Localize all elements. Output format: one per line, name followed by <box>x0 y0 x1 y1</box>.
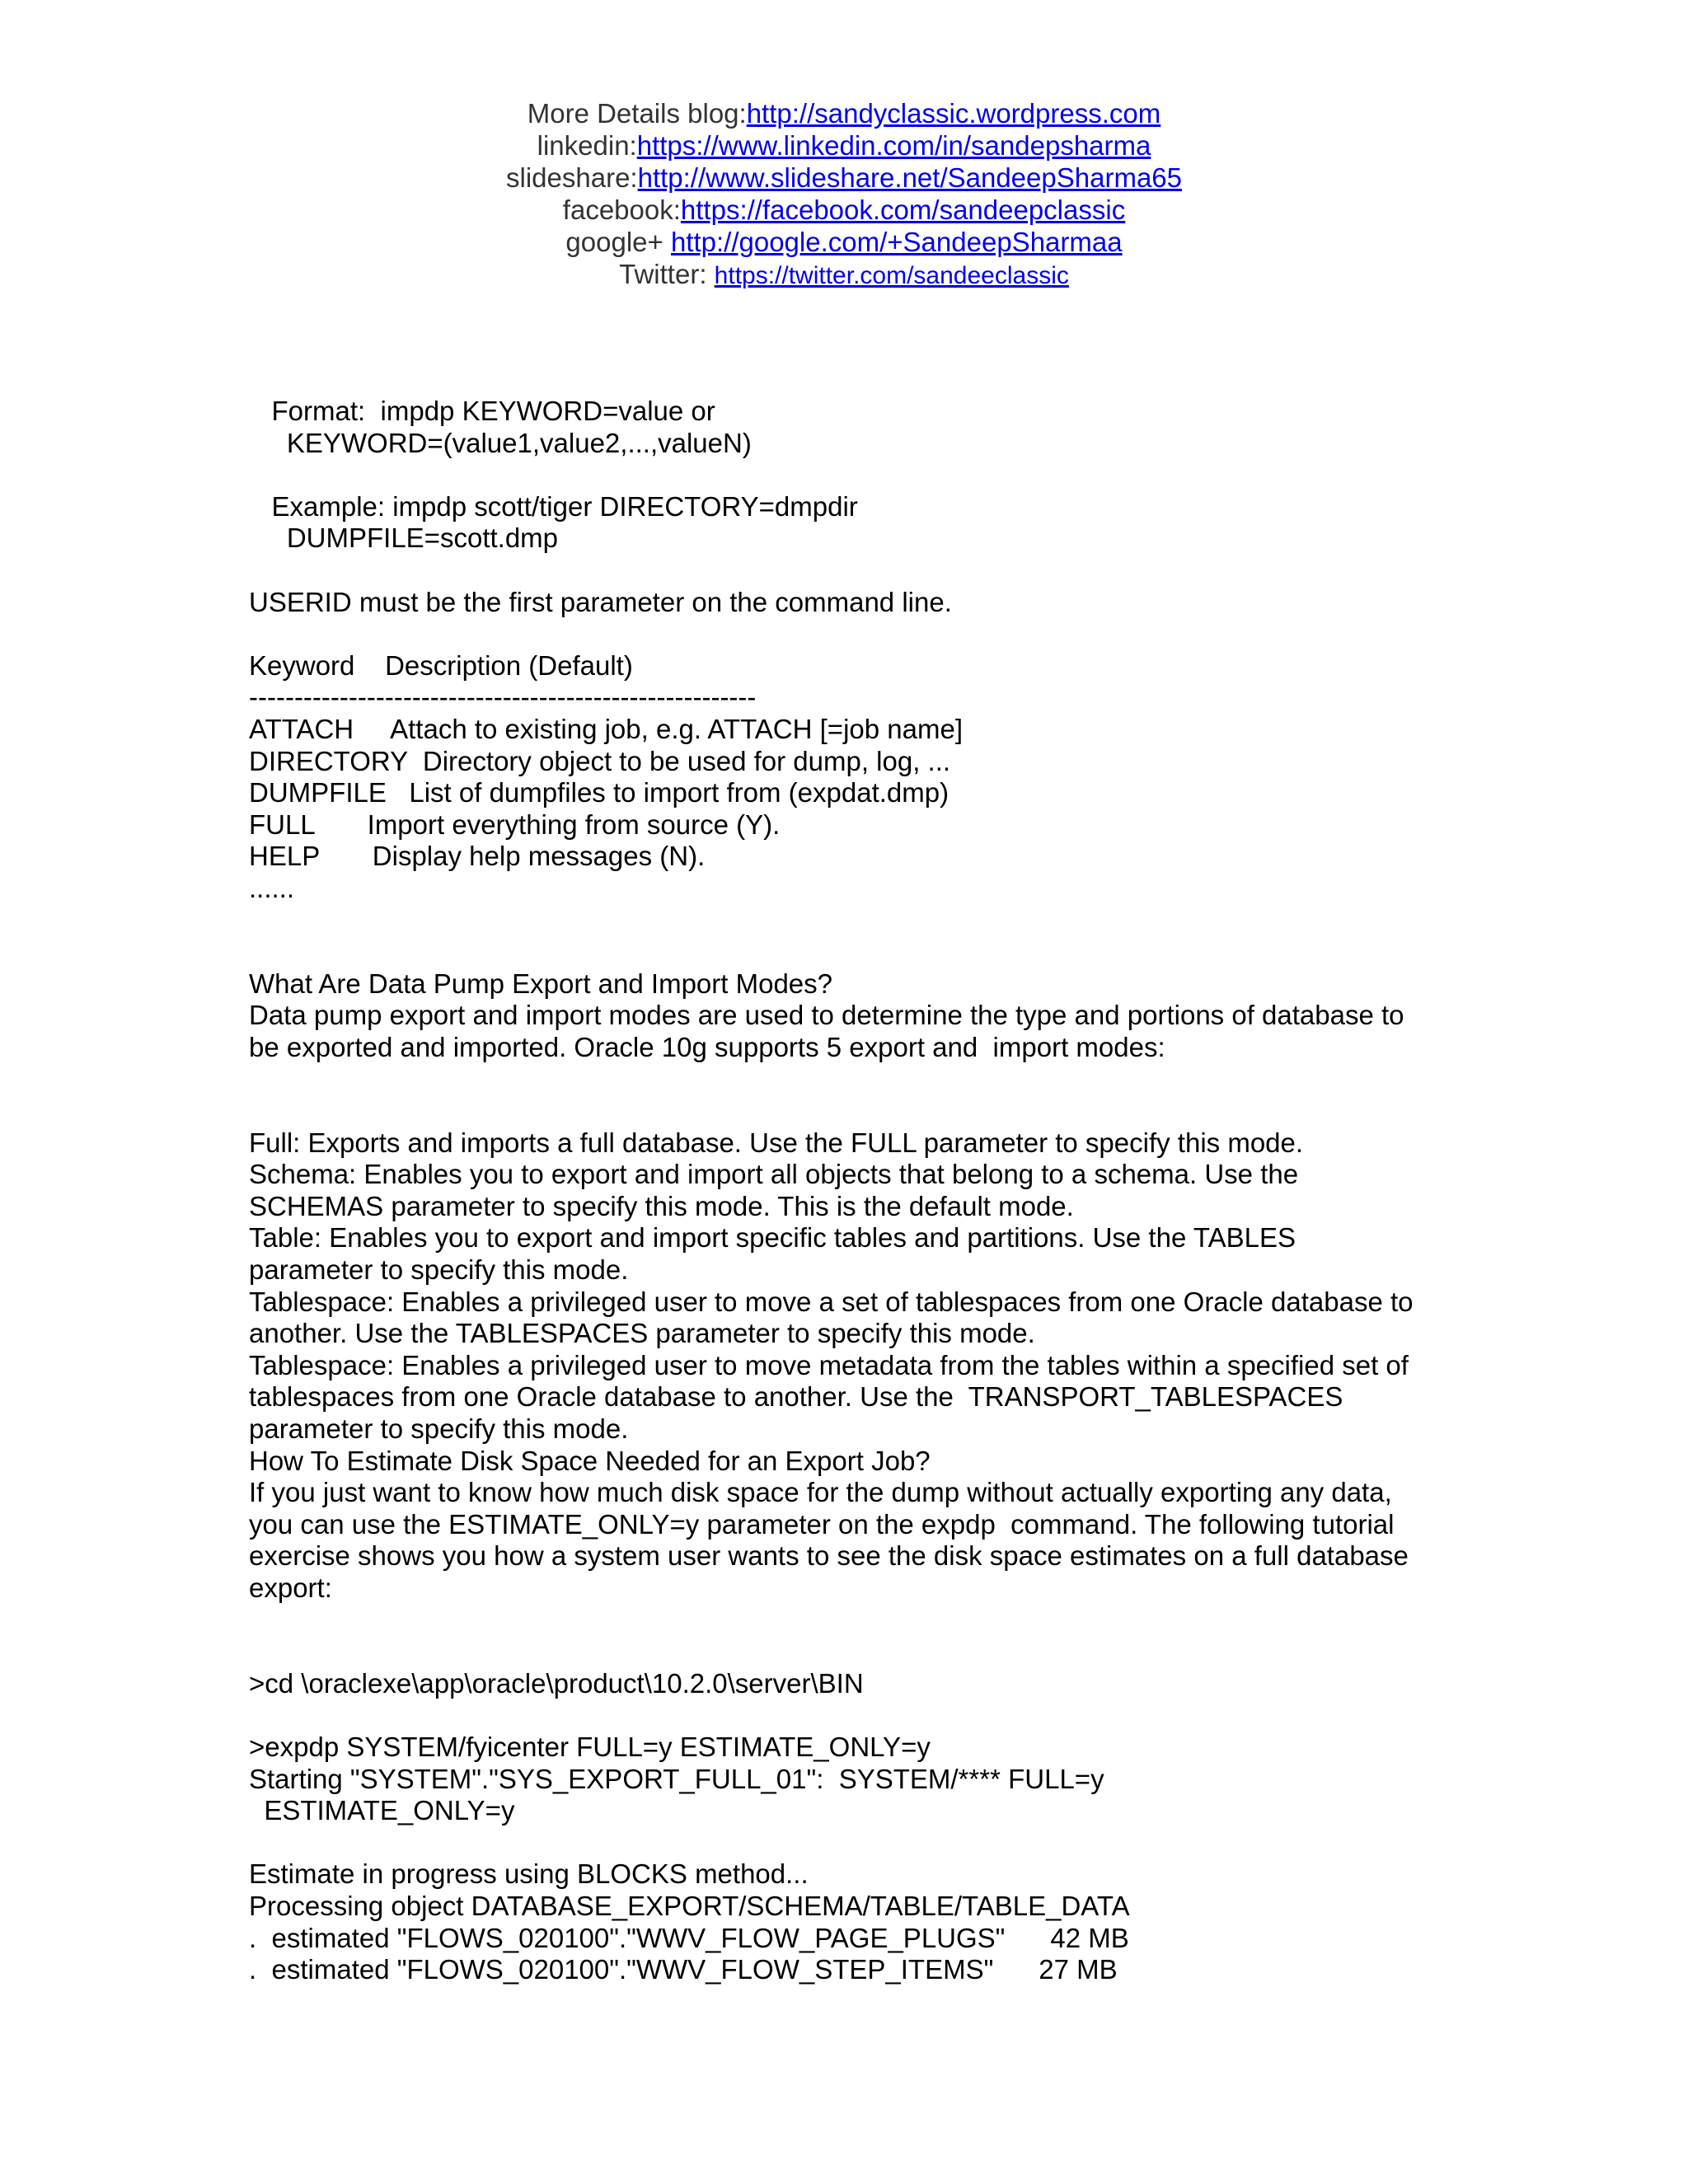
linkedin-label: linkedin: <box>537 130 637 161</box>
google-label: google+ <box>565 227 671 257</box>
blog-line <box>0 97 1688 129</box>
keyword-row-full: FULL Import everything from source (Y). <box>249 808 781 840</box>
format-line-2: KEYWORD=(value1,value2,...,valueN) <box>249 427 752 458</box>
linkedin-line <box>0 129 1688 162</box>
twitter-link[interactable]: https://twitter.com/sandeeclassic <box>714 262 1069 289</box>
keyword-header: Keyword Description (Default) <box>249 649 633 681</box>
estimate-line: If you just want to know how much disk space for the dump without actually exporting any data, <box>249 1477 1392 1508</box>
starting-line-2: ESTIMATE_ONLY=y <box>249 1795 515 1826</box>
mode-line: tablespaces from one Oracle database to another. Use the TRANSPORT_TABLESPACES <box>249 1381 1343 1413</box>
slideshare-label: slideshare: <box>506 162 638 193</box>
keyword-row-directory: DIRECTORY Directory object to be used for dump, log, ... <box>249 745 951 776</box>
google-line <box>0 226 1688 258</box>
blog-label: More Details blog: <box>527 98 747 129</box>
mode-line: parameter to specify this mode. <box>249 1254 629 1286</box>
estimate-line: export: <box>249 1572 332 1603</box>
modes-question: What Are Data Pump Export and Import Modes? <box>249 968 833 999</box>
estimated-row: . estimated "FLOWS_020100"."WWV_FLOW_PAGE_PLUGS" 42 MB <box>249 1922 1129 1953</box>
processing-line: Processing object DATABASE_EXPORT/SCHEMA/TABLE/TABLE_DATA <box>249 1890 1130 1921</box>
modes-intro-line-2: be exported and imported. Oracle 10g supports 5 export and import modes: <box>249 1031 1165 1062</box>
userid-note: USERID must be the first parameter on the command line. <box>249 586 952 617</box>
mode-line: SCHEMAS parameter to specify this mode. This is the default mode. <box>249 1190 1074 1221</box>
twitter-label: Twitter: <box>619 259 715 289</box>
mode-line: Tablespace: Enables a privileged user to move a set of tablespaces from one Oracle database to <box>249 1286 1414 1317</box>
modes-intro-line-1: Data pump export and import modes are used to determine the type and portions of database to <box>249 1000 1404 1031</box>
mode-line: Full: Exports and imports a full database. Use the FULL parameter to specify this mode. <box>249 1127 1304 1158</box>
estimate-progress-line: Estimate in progress using BLOCKS method... <box>249 1858 809 1890</box>
blog-link[interactable]: http://sandyclassic.wordpress.com <box>746 98 1161 129</box>
estimate-question: How To Estimate Disk Space Needed for an Export Job? <box>249 1445 931 1476</box>
keyword-row-help: HELP Display help messages (N). <box>249 841 706 872</box>
mode-line: another. Use the TABLESPACES parameter to specify this mode. <box>249 1318 1035 1349</box>
slideshare-link[interactable]: http://www.slideshare.net/SandeepSharma65 <box>637 162 1182 193</box>
mode-line: Table: Enables you to export and import specific tables and partitions. Use the TABLES <box>249 1222 1296 1254</box>
slideshare-line <box>0 162 1688 194</box>
estimate-line: you can use the ESTIMATE_ONLY=y parameter on the expdp command. The following tutorial <box>249 1508 1395 1540</box>
linkedin-link[interactable]: https://www.linkedin.com/in/sandepsharma <box>636 130 1151 161</box>
google-link[interactable]: http://google.com/+SandeepSharmaa <box>670 227 1123 257</box>
twitter-line <box>0 258 1688 292</box>
social-links-header <box>0 97 1688 292</box>
estimate-line: exercise shows you how a system user wants to see the disk space estimates on a full database <box>249 1540 1409 1572</box>
mode-line: Schema: Enables you to export and import all objects that belong to a schema. Use the <box>249 1159 1299 1190</box>
document-body <box>249 396 1444 1986</box>
cd-command: >cd \oraclexe\app\oracle\product\10.2.0\server\BIN <box>249 1667 864 1699</box>
separator-line: -------------------------------------------------------- <box>249 682 757 713</box>
keyword-row-dumpfile: DUMPFILE List of dumpfiles to import from (expdat.dmp) <box>249 777 950 808</box>
ellipsis-line: ...... <box>249 872 295 903</box>
format-line-1: Format: impdp KEYWORD=value or <box>249 396 715 426</box>
expdp-command: >expdp SYSTEM/fyicenter FULL=y ESTIMATE_ONLY=y <box>249 1731 931 1762</box>
keyword-row-attach: ATTACH Attach to existing job, e.g. ATTACH [=job name] <box>249 713 963 744</box>
facebook-line <box>0 194 1688 226</box>
facebook-label: facebook: <box>562 194 681 225</box>
facebook-link[interactable]: https://facebook.com/sandeepclassic <box>680 194 1126 225</box>
mode-line: parameter to specify this mode. <box>249 1413 629 1444</box>
mode-line: Tablespace: Enables a privileged user to move metadata from the tables within a specified set of <box>249 1349 1409 1380</box>
starting-line-1: Starting "SYSTEM"."SYS_EXPORT_FULL_01": SYSTEM/**** FULL=y <box>249 1763 1104 1794</box>
example-line-1: Example: impdp scott/tiger DIRECTORY=dmpdir <box>249 490 858 522</box>
example-line-2: DUMPFILE=scott.dmp <box>249 523 559 554</box>
estimated-row: . estimated "FLOWS_020100"."WWV_FLOW_STEP_ITEMS" 27 MB <box>249 1954 1118 1985</box>
